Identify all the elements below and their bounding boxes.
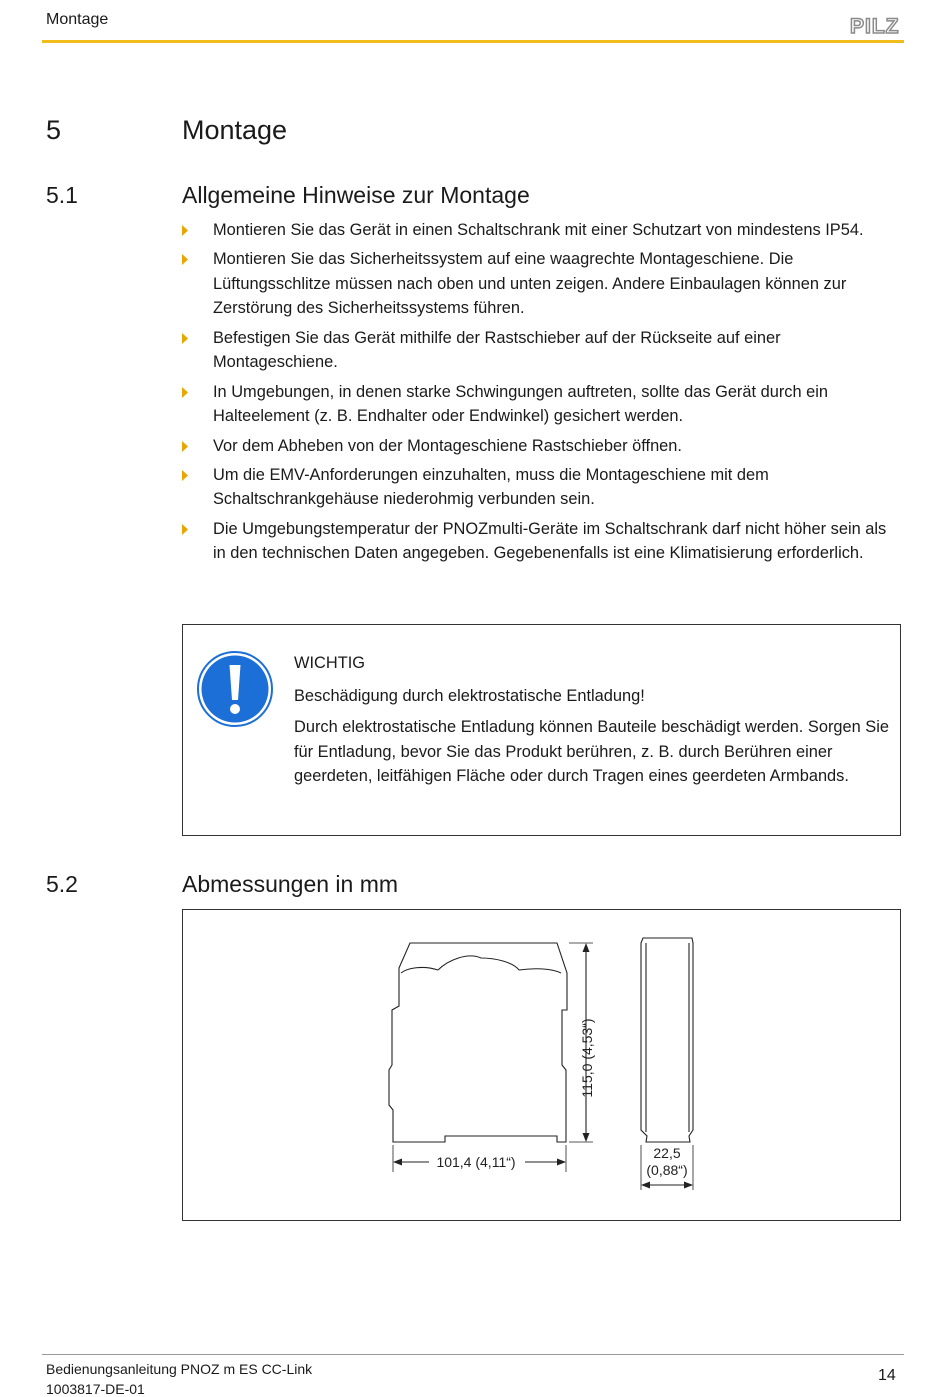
list-item-text: Die Umgebungstemperatur der PNOZmulti-Geräte im Schaltschrank darf nicht höher sein als in den technischen Daten angegeben. Gegebenenfalls ist eine Klimatisierung erforderlich. <box>213 519 887 563</box>
section-5-1-number: 5.1 <box>46 182 78 208</box>
important-notice-box <box>182 624 901 836</box>
section-5-1-title: Allgemeine Hinweise zur Montage <box>182 182 530 208</box>
exclamation-icon <box>196 650 274 728</box>
list-item-text: Montieren Sie das Sicherheitssystem auf eine waagrechte Montageschiene. Die Lüftungsschlitze müssen nach oben und unten zeigen. Andere Einbaulagen können zur Zerstörung des Sicherheitssystems führen. <box>213 250 847 318</box>
triangle-bullet-icon <box>182 470 188 481</box>
triangle-bullet-icon <box>182 225 188 236</box>
section-5-2-number: 5.2 <box>46 871 78 897</box>
section-5-number: 5 <box>46 115 62 145</box>
header-title: Montage <box>46 11 109 28</box>
footer-doc-number: 1003817-DE-01 <box>46 1381 145 1397</box>
dimension-depth-inch-label: (0,88“) <box>646 1162 688 1178</box>
footer-doc-title: Bedienungsanleitung PNOZ m ES CC-Link <box>46 1361 313 1377</box>
section-5-2-title: Abmessungen in mm <box>182 871 399 897</box>
instruction-list <box>182 218 902 571</box>
triangle-bullet-icon <box>182 387 188 398</box>
dimension-width-label: 101,4 (4,11“) <box>436 1154 516 1170</box>
notice-heading: WICHTIG <box>294 654 366 672</box>
header-rule <box>42 40 904 43</box>
triangle-bullet-icon <box>182 524 188 535</box>
notice-subtitle: Beschädigung durch elektrostatische Entladung! <box>294 687 645 705</box>
triangle-bullet-icon <box>182 254 188 265</box>
list-item <box>182 218 902 243</box>
device-front-view <box>389 943 567 1142</box>
notice-body: Durch elektrostatische Entladung können Bauteile beschädigt werden. Sorgen Sie für Entladung, bevor Sie das Produkt berühren, z. B. durch Berühren einer geerdeten, leitfähigen Fläche oder durch Tragen eines geerdeten Armbands. <box>294 718 889 786</box>
list-item <box>182 247 902 321</box>
triangle-bullet-icon <box>182 441 188 452</box>
dimension-height-label: 115,0 (4,53“) <box>579 1018 595 1098</box>
list-item-text: Befestigen Sie das Gerät mithilfe der Rastschieber auf der Rückseite auf einer Montageschiene. <box>213 328 781 372</box>
list-item <box>182 434 902 459</box>
footer-rule <box>42 1354 904 1355</box>
page-number: 14 <box>878 1367 896 1384</box>
dimensions-figure <box>182 909 901 1221</box>
dimension-drawing <box>183 910 902 1222</box>
list-item <box>182 463 902 512</box>
list-item-text: Montieren Sie das Gerät in einen Schaltschrank mit einer Schutzart von mindestens IP54. <box>213 221 864 239</box>
pilz-logo-text: PILZ <box>850 15 900 37</box>
triangle-bullet-icon <box>182 333 188 344</box>
list-item <box>182 517 902 566</box>
list-item <box>182 326 902 375</box>
section-5-title: Montage <box>182 115 288 145</box>
list-item-text: In Umgebungen, in denen starke Schwingungen auftreten, sollte das Gerät durch ein Halteelement (z. B. Endhalter oder Endwinkel) gesichert werden. <box>213 382 829 426</box>
device-side-view <box>641 938 693 1142</box>
list-item-text: Um die EMV-Anforderungen einzuhalten, muss die Montageschiene mit dem Schaltschrankgehäuse niederohmig verbunden sein. <box>213 465 769 509</box>
pilz-logo <box>850 15 905 37</box>
dimension-depth-label: 22,5 <box>653 1145 681 1161</box>
list-item <box>182 380 902 429</box>
list-item-text: Vor dem Abheben von der Montageschiene Rastschieber öffnen. <box>213 436 682 455</box>
